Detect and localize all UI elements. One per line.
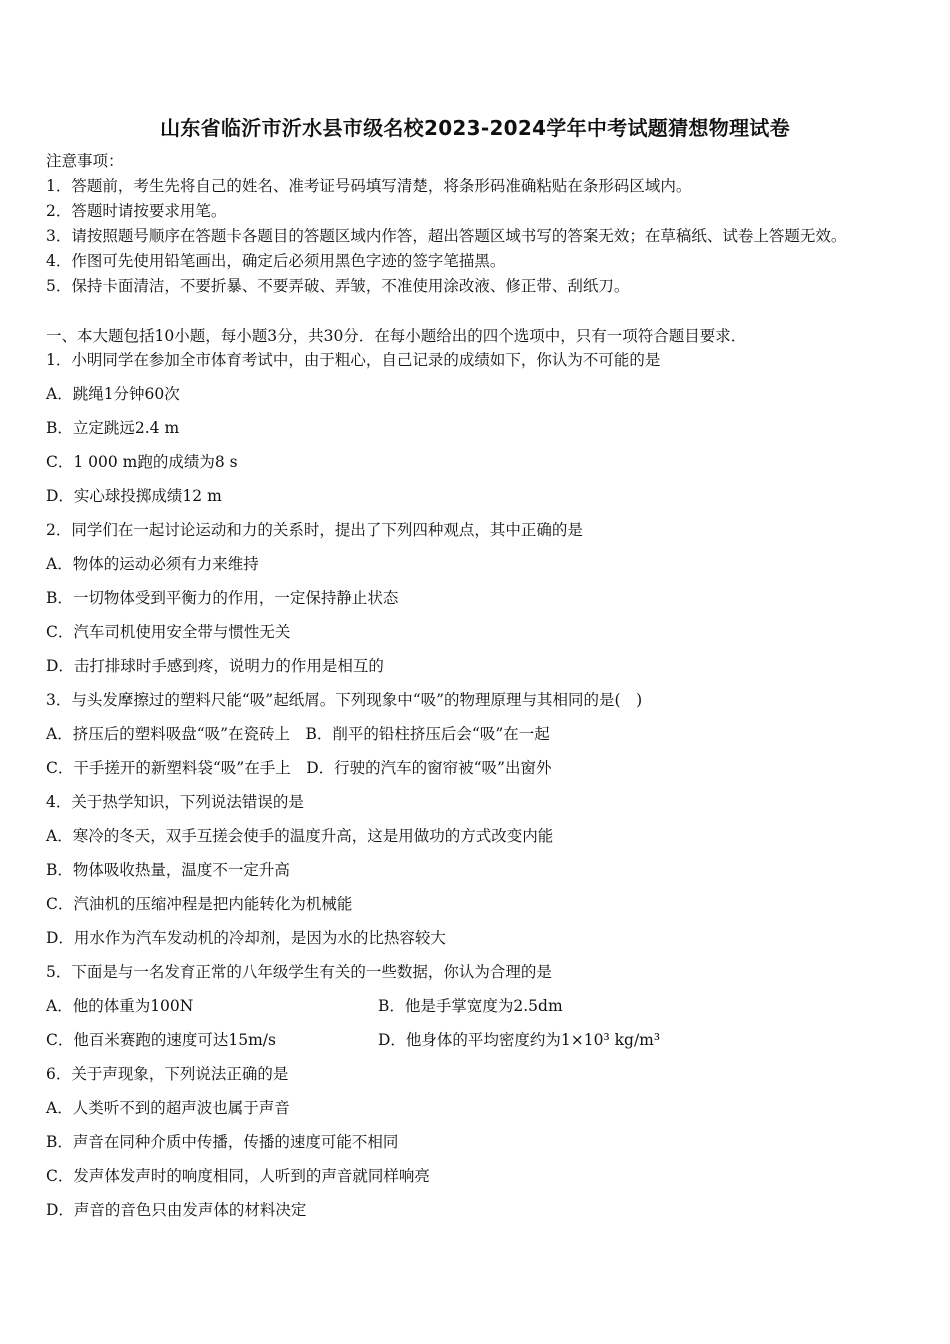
notice-item: 2．答题时请按要求用笔。: [46, 202, 227, 220]
question-option: C．1 000 m跑的成绩为8 s: [46, 453, 238, 471]
question-option: D．用水作为汽车发动机的冷却剂，是因为水的比热容较大: [46, 929, 446, 947]
question-option: D．实心球投掷成绩12 m: [46, 487, 222, 505]
section-heading: 一、本大题包括10小题，每小题3分，共30分．在每小题给出的四个选项中，只有一项符合题目要求．: [46, 327, 747, 345]
question-option: B．立定跳远2.4 m: [46, 419, 180, 437]
question-option: A．寒冷的冬天，双手互搓会使手的温度升高，这是用做功的方式改变内能: [46, 827, 554, 845]
question-option: B．物体吸收热量，温度不一定升高: [46, 861, 290, 879]
notice-heading: 注意事项：: [46, 152, 124, 170]
question-option: D．他身体的平均密度约为1×10³ kg/m³: [378, 1031, 661, 1049]
question-stem: 1．小明同学在参加全市体育考试中，由于粗心，自己记录的成绩如下，你认为不可能的是: [46, 351, 661, 369]
notice-item: 5．保持卡面清洁，不要折暴、不要弄破、弄皱，不准使用涂改液、修正带、刮纸刀。: [46, 277, 630, 295]
question-option: A．人类听不到的超声波也属于声音: [46, 1099, 290, 1117]
question-stem: 4．关于热学知识，下列说法错误的是: [46, 793, 304, 811]
question-option: A．物体的运动必须有力来维持: [46, 555, 259, 573]
question-option: C．汽油机的压缩冲程是把内能转化为机械能: [46, 895, 353, 913]
question-option: C．发声体发声时的响度相同，人听到的声音就同样响亮: [46, 1167, 430, 1185]
question-stem: 5．下面是与一名发育正常的八年级学生有关的一些数据，你认为合理的是: [46, 963, 552, 981]
question-option: C．干手搓开的新塑料袋“吸”在手上 D．行驶的汽车的窗帘被“吸”出窗外: [46, 759, 552, 777]
question-stem: 6．关于声现象，下列说法正确的是: [46, 1065, 289, 1083]
question-option: A．他的体重为100N: [46, 997, 194, 1015]
question-option: B．他是手掌宽度为2.5dm: [378, 997, 563, 1015]
question-option: C．汽车司机使用安全带与惯性无关: [46, 623, 291, 641]
notice-item: 1．答题前，考生先将自己的姓名、准考证号码填写清楚，将条形码准确粘贴在条形码区域内。: [46, 177, 692, 195]
question-option: D．击打排球时手感到疼，说明力的作用是相互的: [46, 657, 384, 675]
page-title: 山东省临沂市沂水县市级名校2023-2024学年中考试题猜想物理试卷: [160, 116, 790, 140]
question-option: B．一切物体受到平衡力的作用，一定保持静止状态: [46, 589, 399, 607]
question-option: A．跳绳1分钟60次: [46, 385, 180, 403]
question-option: D．声音的音色只由发声体的材料决定: [46, 1201, 307, 1219]
question-option: A．挤压后的塑料吸盘“吸”在瓷砖上 B．削平的铅柱挤压后会“吸”在一起: [46, 725, 550, 743]
question-stem: 3．与头发摩擦过的塑料尺能“吸”起纸屑。下列现象中“吸”的物理原理与其相同的是( ): [46, 691, 643, 709]
question-stem: 2．同学们在一起讨论运动和力的关系时，提出了下列四种观点，其中正确的是: [46, 521, 583, 539]
question-option: B．声音在同种介质中传播，传播的速度可能不相同: [46, 1133, 399, 1151]
question-option: C．他百米赛跑的速度可达15m/s: [46, 1031, 276, 1049]
notice-item: 4．作图可先使用铅笔画出，确定后必须用黑色字迹的签字笔描黑。: [46, 252, 506, 270]
notice-item: 3．请按照题号顺序在答题卡各题目的答题区域内作答，超出答题区域书写的答案无效；在草稿纸、试卷上答题无效。: [46, 227, 847, 245]
